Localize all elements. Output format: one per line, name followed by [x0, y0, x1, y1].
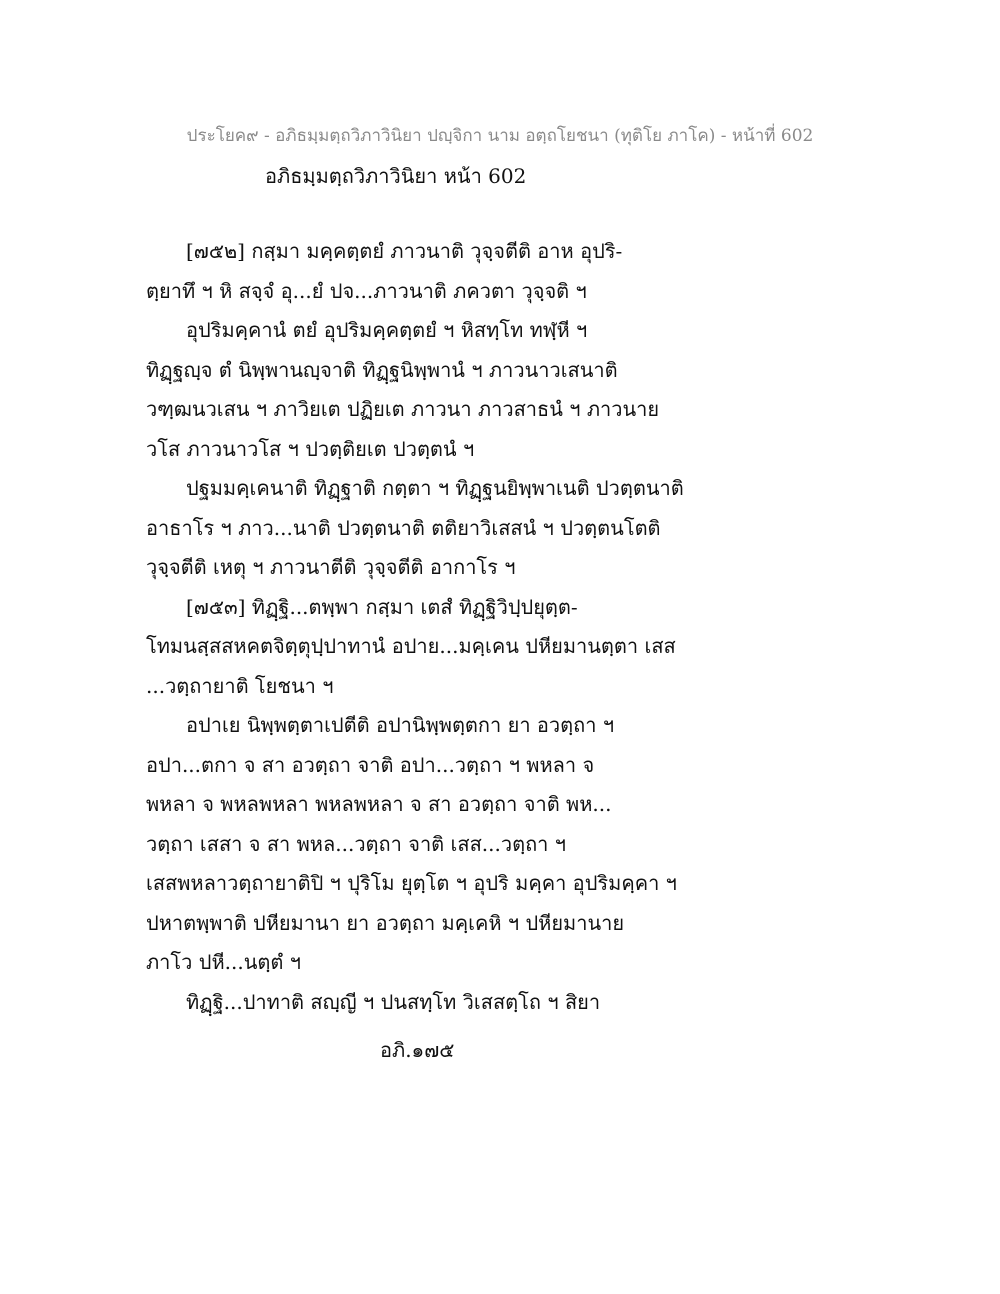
text-line: วุจฺจตีติ เหตุ ฯ ภาวนาตีติ วุจฺจตีติ อากาโร ฯ [146, 555, 516, 579]
text-line: อปาเย นิพฺพตฺตาเปตีติ อปานิพฺพตฺตกา ยา อวตฺถา ฯ [186, 713, 615, 737]
text-line: ภาโว ปหี...นตฺตํ ฯ [146, 950, 301, 974]
text-line: วตฺถา เสสา จ สา พหล...วตฺถา จาติ เสส...วตฺถา ฯ [146, 831, 566, 856]
text-line: เสสพหลาวตฺถายาติปิ ฯ ปุริโม ยุตฺโต ฯ อุปริ มคฺคา อุปริมคฺคา ฯ [146, 871, 677, 895]
text-line: พหลา จ พหลพหลา พหลพหลา จ สา อวตฺถา จาติ พห... [146, 792, 612, 816]
text-line: [๗๕๓] ทิฏฺฐิ...ตพฺพา กสฺมา เตสํ ทิฏฺฐิวิปฺปยุตฺต- [186, 594, 578, 619]
text-line: ทิฏฺฐญฺจ ตํ นิพฺพานญฺจาติ ทิฏฺฐนิพฺพานํ ฯ ภาวนาวเสนาติ [146, 357, 618, 382]
page-title: อภิธมฺมตฺถวิภาวินิยา หน้า 602 [265, 164, 527, 188]
body-text [146, 232, 706, 1022]
text-line: วฑฺฒนวเสน ฯ ภาวิยเต ปฏิยเต ภาวนา ภาวสาธนํ ฯ ภาวนาย [146, 397, 660, 421]
text-line: ปฐมมคฺเคนาติ ทิฏฺฐาติ กตฺตา ฯ ทิฏฺฐนยิพฺพาเนติ ปวตฺตนาติ [186, 476, 684, 500]
text-line: ปหาตพฺพาติ ปหียมานา ยา อวตฺถา มคฺเคหิ ฯ ปหียมานาย [146, 910, 625, 935]
page-footer: อภิ.๑๗๕ [380, 1038, 455, 1062]
text-line: ทิฏฺฐิ...ปาทาติ สญฺญี ฯ ปนสทฺโท วิเสสตฺโถ ฯ สิยา [186, 989, 601, 1014]
text-line: ...วตฺถายาติ โยชนา ฯ [146, 673, 334, 698]
text-line: โทมนสฺสสหคตจิตฺตุปฺปาทานํ อปาย...มคฺเคน ปหียมานตฺตา เสส [146, 634, 676, 658]
text-line: ตฺยาทึ ฯ หิ สจฺจํ อุ...ยํ ปจ...ภาวนาติ ภควตา วุจฺจติ ฯ [146, 278, 587, 303]
running-header-text: ประโยค๙ - อภิธมฺมตฺถวิภาวินิยา ปญฺจิกา นาม อตฺถโยชนา (ทุติโย ภาโค) - หน้าที่ 602 [186, 126, 814, 146]
text-line: [๗๕๒] กสฺมา มคฺคตฺตยํ ภาวนาติ วุจฺจตีติ อาห อุปริ- [186, 239, 623, 263]
text-line: อปา...ตกา จ สา อวตฺถา จาติ อปา...วตฺถา ฯ พหลา จ [146, 752, 595, 777]
text-line: อุปริมคฺคานํ ตยํ อุปริมคฺคตฺตยํ ฯ หิสทฺโท ทฬฺหี ฯ [186, 318, 588, 342]
text-line: วโส ภาวนาวโส ฯ ปวตฺติยเต ปวตฺตนํ ฯ [146, 436, 475, 461]
text-line: อาธาโร ฯ ภาว...นาติ ปวตฺตนาติ ตติยาวิเสสนํ ฯ ปวตฺตนโตติ [146, 515, 661, 540]
running-header [0, 122, 1000, 149]
